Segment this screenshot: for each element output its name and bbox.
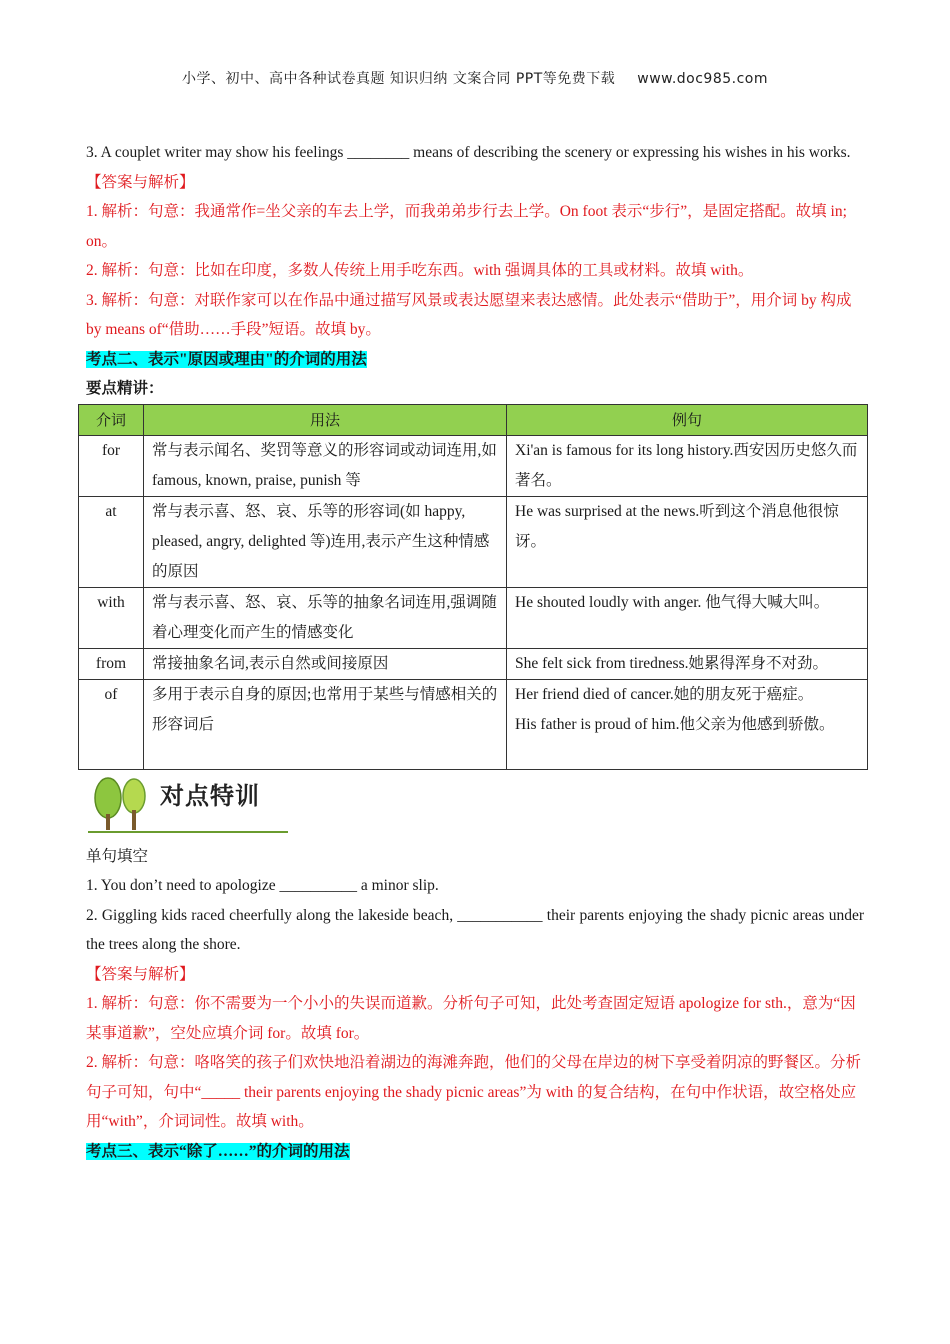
row-prep: from — [79, 648, 144, 679]
row-example-line-1: Her friend died of cancer.她的朋友死于癌症。 — [515, 685, 814, 703]
header-text: 小学、初中、高中各种试卷真题 知识归纳 文案合同 PPT等免费下载 — [181, 71, 616, 87]
banner-underline — [88, 831, 288, 833]
table-row — [79, 496, 868, 587]
row-example: He shouted loudly with anger. 他气得大喊大叫。 — [507, 587, 868, 648]
practice-question-2: 2. Giggling kids raced cheerfully along the lakeside beach, ___________ their parents enjoying the shady picnic areas under the trees along the shore. — [86, 906, 864, 953]
table-header-row — [79, 404, 868, 435]
header-url[interactable]: www.doc985.com — [637, 71, 769, 87]
table-header-prep: 介词 — [79, 404, 144, 435]
section-3-title: 考点三、表示“除了……”的介词的用法 — [86, 1142, 350, 1160]
row-usage: 常与表示喜、怒、哀、乐等的形容词(如 happy, pleased, angry, delighted 等)连用,表示产生这种情感的原因 — [144, 496, 507, 587]
answer-heading: 【答案与解析】 — [86, 173, 195, 191]
table-header-usage: 用法 — [144, 404, 507, 435]
row-usage: 常与表示喜、怒、哀、乐等的抽象名词连用,强调随着心理变化而产生的情感变化 — [144, 587, 507, 648]
section-2-subtitle: 要点精讲： — [86, 380, 164, 397]
document-body — [86, 138, 864, 1166]
practice-answer-heading: 【答案与解析】 — [86, 965, 195, 983]
practice-answer-2: 2. 解析：句意：咯咯笑的孩子们欢快地沿着湖边的海滩奔跑，他们的父母在岸边的树下享受着阴凉的野餐区。分析句子可知，句中“_____ their parents enjoying the shady picnic areas”为 with 的复合结构，在句中作状语，故空格处应用“with”，介词词性。故填 with。 — [86, 1054, 862, 1130]
row-usage: 多用于表示自身的原因;也常用于某些与情感相关的形容词后 — [144, 679, 507, 769]
section-2-title: 考点二、表示"原因或理由"的介词的用法 — [86, 350, 367, 368]
practice-banner-title: 对点特训 — [160, 781, 260, 810]
row-usage: 常与表示闻名、奖罚等意义的形容词或动词连用,如 famous, known, praise, punish 等 — [144, 435, 507, 496]
row-prep: for — [79, 435, 144, 496]
row-example — [507, 679, 868, 769]
row-example-line-2: His father is proud of him.他父亲为他感到骄傲。 — [515, 715, 835, 733]
page-header — [0, 68, 950, 88]
practice-type: 单句填空 — [86, 847, 149, 865]
row-example: Xi'an is famous for its long history.西安因历史悠久而著名。 — [507, 435, 868, 496]
practice-banner — [88, 772, 864, 842]
answer-2: 2. 解析：句意：比如在印度，多数人传统上用手吃东西。with 强调具体的工具或材料。故填 with。 — [86, 262, 754, 279]
question-3: 3. A couplet writer may show his feelings ________ means of describing the scenery or expressing his wishes in his works. — [86, 144, 851, 161]
table-header-example: 例句 — [507, 404, 868, 435]
answer-1: 1. 解析：句意：我通常作=坐父亲的车去上学，而我弟弟步行去上学。On foot 表示“步行”，是固定搭配。故填 in; on。 — [86, 203, 847, 250]
row-prep: with — [79, 587, 144, 648]
table-row — [79, 679, 868, 769]
tree-icon — [90, 774, 154, 834]
table-row — [79, 435, 868, 496]
row-example: She felt sick from tiredness.她累得浑身不对劲。 — [507, 648, 868, 679]
practice-answer-1: 1. 解析：句意：你不需要为一个小小的失误而道歉。分析句子可知，此处考查固定短语 apologize for sth.，意为“因某事道歉”，空处应填介词 for。故填 for。 — [86, 995, 856, 1042]
table-row — [79, 587, 868, 648]
row-prep: of — [79, 679, 144, 769]
row-usage: 常接抽象名词,表示自然或间接原因 — [144, 648, 507, 679]
preposition-table — [78, 404, 868, 770]
row-example: He was surprised at the news.听到这个消息他很惊讶。 — [507, 496, 868, 587]
answer-3: 3. 解析：句意：对联作家可以在作品中通过描写风景或表达愿望来表达感情。此处表示“借助于”，用介词 by 构成 by means of“借助……手段”短语。故填 by。 — [86, 291, 852, 338]
practice-question-1: 1. You don’t need to apologize __________ a minor slip. — [86, 877, 439, 894]
row-prep: at — [79, 496, 144, 587]
table-row — [79, 648, 868, 679]
